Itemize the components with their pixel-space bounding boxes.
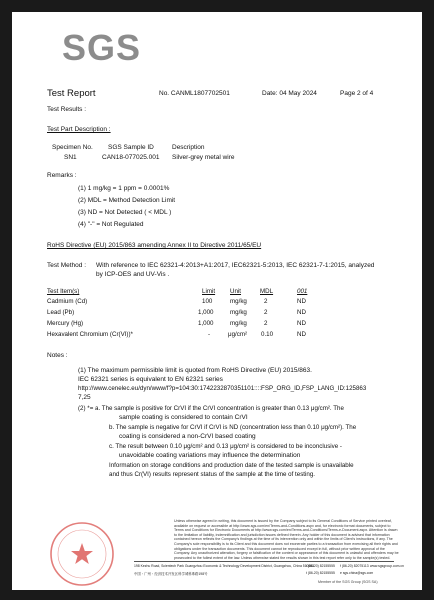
note-line: IEC 62321 series is equivalent to EN 62321 series <box>78 376 223 383</box>
remark-item: (3) ND = Not Detected ( < MDL ) <box>78 209 172 216</box>
notes-heading: Notes : <box>47 352 68 359</box>
col-sample-id: SGS Sample ID <box>108 144 154 151</box>
table-cell-unit: mg/kg <box>230 309 247 316</box>
directive-heading: RoHS Directive (EU) 2015/863 amending Annex II to Directive 2011/65/EU <box>47 242 262 249</box>
report-page <box>12 12 422 590</box>
remark-item: (1) 1 mg/kg = 1 ppm = 0.0001% <box>78 185 170 192</box>
table-cell-limit: 1,000 <box>198 320 214 327</box>
table-cell-mdl: 2 <box>264 309 268 316</box>
table-cell-result: ND <box>297 298 306 305</box>
table-cell-unit: μg/cm² <box>228 331 248 338</box>
specimen-no-value: SN1 <box>64 154 77 161</box>
note-line: (1) The maximum permissible limit is quoted from RoHS Directive (EU) 2015/863. <box>78 367 312 374</box>
company-seal-stamp <box>48 520 116 588</box>
table-cell-item: Mercury (Hg) <box>47 320 84 327</box>
col-specimen-no: Specimen No. <box>52 144 93 151</box>
report-date: Date: 04 May 2024 <box>262 90 317 97</box>
note-line: (2) *= a. The sample is positive for CrVI if the CrVI concentration is greater than 0.13 μg/cm². The <box>78 405 344 412</box>
remark-item: (2) MDL = Method Detection Limit <box>78 197 176 204</box>
report-number: No. CANML1807702501 <box>159 90 230 97</box>
header-unit: Unit <box>230 288 242 295</box>
header-test-items: Test Item(s) <box>47 288 80 295</box>
table-cell-item: Cadmium (Cd) <box>47 298 88 305</box>
table-cell-result: ND <box>297 309 306 316</box>
address-cn: 中国・广州・经济技术开发区科学城科珠路198号 <box>134 572 208 576</box>
sample-id-value: CAN18-077025.001 <box>102 154 160 161</box>
part-description-heading: Test Part Description : <box>47 126 111 133</box>
test-method-line: by ICP-OES and UV-Vis . <box>96 271 170 278</box>
test-results-label: Test Results : <box>47 106 87 113</box>
table-cell-mdl: 2 <box>264 320 268 327</box>
footer-contact-table <box>134 561 404 576</box>
address-en: 198 Kezhu Road, Scientech Park Guangzhou Economic & Technology Development District, Guangzhou, China 510663 <box>134 564 315 568</box>
description-value: Silver-grey metal wire <box>172 154 235 161</box>
note-line: unavoidable coating variations may influence the determination <box>119 452 301 459</box>
fax: f (86-20) 82075113 <box>340 564 369 568</box>
note-line: and thus Cr(VI) results represent status of the sample at the time of testing. <box>109 471 316 478</box>
table-cell-limit: 1,000 <box>198 309 214 316</box>
remarks-heading: Remarks : <box>47 172 77 179</box>
page-footer <box>48 517 404 589</box>
test-method-label: Test Method : <box>47 262 87 269</box>
table-cell-limit: 100 <box>202 298 213 305</box>
note-url: http://www.cenelec.eu/dyn/www/f?p=104:30:1742232870351101::::FSP_ORG_ID,FSP_LANG_ID:125863 <box>78 385 367 392</box>
col-description: Description <box>172 144 205 151</box>
remark-item: (4) "-" = Not Regulated <box>78 221 144 228</box>
test-method-line: With reference to IEC 62321-4:2013+A1:2017, IEC62321-5:2013, IEC 62321-7-1:2015, analyzed <box>96 262 375 269</box>
table-cell-unit: mg/kg <box>230 298 247 305</box>
email: e sgs.china@sgs.com <box>340 571 374 575</box>
fine-print: Unless otherwise agreed in writing, this document is issued by the Company subject to its General Conditions of Service printed overleaf, available on request or accessible at http://www.sgs.com/en/Terms-and-Conditions.aspx and, for electronic format documents, subject to Terms and Conditions for Electronic Documents at http://www.sgs.com/en/Terms-and-Conditions/Terms-e-Document.aspx. Attention is drawn to the limitation of liability, indemnification and jurisdiction issues defined therein. Any holder of this document is advised that information contained hereon reflects the Company's findings at the time of its intervention only and within the limits of Client's instructions, if any. The Company's sole responsibility is to its Client and this document does not exonerate parties to a transaction from exercising all their rights and obligations under the transaction documents. This document cannot be reproduced except in full, without prior written approval of the Company. Any unauthorized alteration, forgery or falsification of the content or appearance of this document is unlawful and offenders may be prosecuted to the fullest extent of the law. Unless otherwise stated the results shown in this test report refer only to the sample(s) tested. <box>174 519 399 560</box>
table-cell-item: Hexavalent Chromium (Cr(VI))* <box>47 331 133 338</box>
report-title: Test Report <box>47 88 96 99</box>
note-line: 7,25 <box>78 394 91 401</box>
note-line: Information on storage conditions and production date of the tested sample is unavailable <box>109 462 354 469</box>
member-statement: Member of the SGS Group (SGS SA) <box>318 580 378 584</box>
note-line: sample coating is considered to contain CrVI <box>119 414 248 421</box>
table-cell-mdl: 0.10 <box>261 331 274 338</box>
table-cell-result: ND <box>297 331 306 338</box>
table-cell-limit: - <box>208 331 211 338</box>
phone-2: t (86-20) 82155555 <box>306 571 335 575</box>
note-line: b. The sample is negative for CrVI if CrVI is ND (concentration less than 0.10 μg/cm²). The <box>109 424 357 431</box>
table-cell-unit: mg/kg <box>230 320 247 327</box>
sgs-logo: SGS <box>62 27 142 68</box>
table-cell-result: ND <box>297 320 306 327</box>
table-cell-item: Lead (Pb) <box>47 309 75 316</box>
phone: t (86-20) 82155555 <box>306 564 335 568</box>
note-line: c. The result between 0.10 μg/cm² and 0.13 μg/cm² is considered to be inconclusive - <box>109 443 342 450</box>
header-mdl: MDL <box>260 288 274 295</box>
note-line: coating is considered a non-CrVI based coating <box>119 433 256 440</box>
website: www.sgsgroup.com.cn <box>370 564 404 568</box>
header-limit: Limit <box>202 288 216 295</box>
page-indicator: Page 2 of 4 <box>340 90 374 97</box>
table-cell-mdl: 2 <box>264 298 268 305</box>
header-sample-001: 001 <box>297 288 308 295</box>
